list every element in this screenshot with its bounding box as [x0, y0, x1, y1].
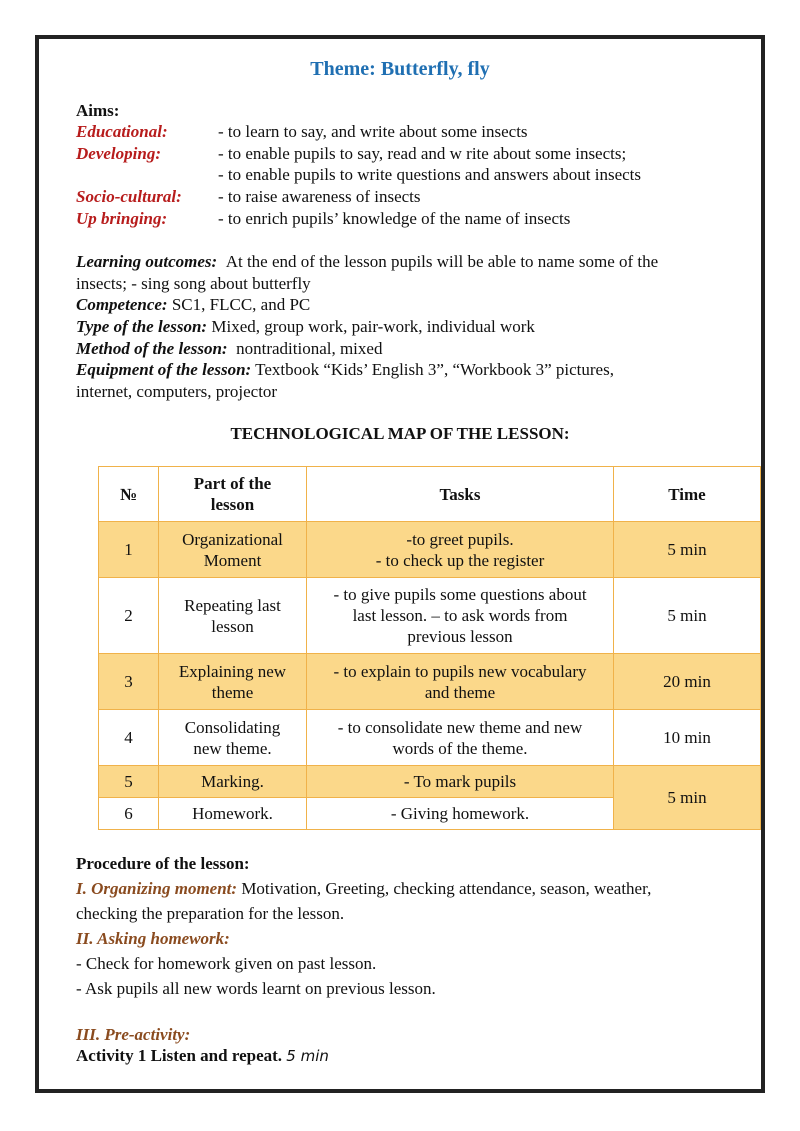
row-task: - to give pupils some questions about last lesson. – to ask words from previous lesson: [307, 578, 614, 654]
type-label: Type of the lesson:: [76, 317, 208, 336]
type-line: [76, 316, 535, 337]
table-row: [99, 710, 761, 766]
aim-developing-text-2: - to enable pupils to write questions and answers about insects: [218, 165, 642, 184]
activity-1-time: 5 min: [286, 1047, 329, 1065]
row-part: Marking.: [159, 766, 307, 798]
table-row: [99, 522, 761, 578]
header-num: №: [99, 467, 159, 522]
procedure-heading: Procedure of the lesson:: [76, 854, 250, 873]
equipment-text: Textbook “Kids’ English 3”, “Workbook 3” pictures,: [255, 360, 614, 379]
outcomes-label: Learning outcomes:: [76, 252, 218, 271]
row-part: Explaining new theme: [159, 654, 307, 710]
row-num: 4: [99, 710, 159, 766]
equipment-line: [76, 359, 614, 380]
outcomes-line: [76, 251, 658, 272]
row-part: Homework.: [159, 798, 307, 830]
row-task: - To mark pupils: [307, 766, 614, 798]
step-2-item-2: - Ask pupils all new words learnt on previous lesson.: [76, 979, 436, 998]
row-time: 10 min: [614, 710, 761, 766]
method-label: Method of the lesson:: [76, 339, 228, 358]
aim-upbringing-text: - to enrich pupils’ knowledge of the name of insects: [218, 209, 571, 228]
row-part: Consolidating new theme.: [159, 710, 307, 766]
competence-line: [76, 294, 310, 315]
method-text: nontraditional, mixed: [236, 339, 383, 358]
outcomes-text: At the end of the lesson pupils will be able to name some of the: [225, 252, 659, 271]
outcomes-text-2: insects; - sing song about butterfly: [76, 274, 311, 293]
row-num: 5: [99, 766, 159, 798]
step-2-label: II. Asking homework:: [76, 929, 230, 948]
row-task: - to explain to pupils new vocabulary and theme: [307, 654, 614, 710]
row-task: -to greet pupils. - to check up the register: [307, 522, 614, 578]
step-1-label: I. Organizing moment:: [76, 879, 238, 898]
table-header-row: [99, 467, 761, 522]
row-num: 1: [99, 522, 159, 578]
header-part: Part of the lesson: [159, 467, 307, 522]
aim-upbringing-label: Up bringing:: [76, 209, 168, 228]
aim-developing-text: - to enable pupils to say, read and w rite about some insects;: [218, 144, 627, 163]
competence-label: Competence:: [76, 295, 168, 314]
row-num: 2: [99, 578, 159, 654]
row-time: 5 min: [614, 522, 761, 578]
aims-heading: Aims:: [76, 101, 120, 120]
step-3-label: III. Pre-activity:: [76, 1025, 191, 1044]
row-part: Organizational Moment: [159, 522, 307, 578]
row-part: Repeating last lesson: [159, 578, 307, 654]
row-task: - Giving homework.: [307, 798, 614, 830]
type-text: Mixed, group work, pair-work, individual work: [211, 317, 535, 336]
row-time: 5 min: [614, 578, 761, 654]
method-line: [76, 338, 382, 359]
aim-sociocultural-label: Socio-cultural:: [76, 187, 182, 206]
row-num: 3: [99, 654, 159, 710]
map-heading: TECHNOLOGICAL MAP OF THE LESSON:: [230, 424, 570, 443]
row-time: 20 min: [614, 654, 761, 710]
row-num: 6: [99, 798, 159, 830]
competence-text: SC1, FLCC, and PC: [171, 295, 311, 314]
activity-1-label: Activity 1 Listen and repeat.: [76, 1046, 283, 1065]
step-2-item-1: - Check for homework given on past lesson.: [76, 954, 377, 973]
step-1-text: Motivation, Greeting, checking attendance, season, weather,: [241, 879, 652, 898]
equipment-text-2: internet, computers, projector: [76, 382, 278, 401]
activity-1-line: [76, 1045, 329, 1067]
row-task: - to consolidate new theme and new words of the theme.: [307, 710, 614, 766]
aim-sociocultural-text: - to raise awareness of insects: [218, 187, 421, 206]
theme-title: Theme: Butterfly, fly: [310, 58, 490, 80]
table-row: [99, 654, 761, 710]
header-tasks: Tasks: [307, 467, 614, 522]
lesson-map-table: [98, 466, 761, 830]
step-1-text-2: checking the preparation for the lesson.: [76, 904, 345, 923]
aim-developing-label: Developing:: [76, 144, 161, 163]
row-time: 5 min: [614, 766, 761, 830]
equipment-label: Equipment of the lesson:: [76, 360, 252, 379]
header-time: Time: [614, 467, 761, 522]
aim-educational-text: - to learn to say, and write about some insects: [218, 122, 528, 141]
procedure-step-1: [76, 878, 651, 899]
table-row: [99, 766, 761, 798]
aim-educational-label: Educational:: [76, 122, 168, 141]
table-row: [99, 578, 761, 654]
